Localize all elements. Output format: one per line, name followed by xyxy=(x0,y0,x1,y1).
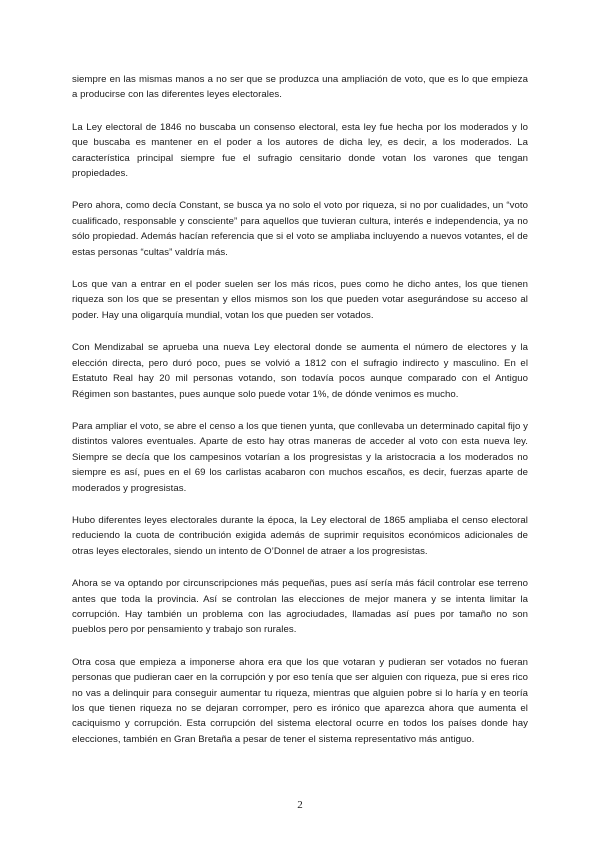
paragraph-6: Para ampliar el voto, se abre el censo a los que tienen yunta, que conllevaba un determinado capital fijo y distintos valores eventuales. Aparte de esto hay otras maneras de acceder al voto con esta nueva ley. Siempre se decía que los campesinos votarían a los progresistas y la aristocracia a los moderados no siempre es así, pues en el 69 los carlistas acabaron con muchos escaños, es decir, fuerzas aparte de moderados y progresistas. xyxy=(72,420,528,494)
paragraph-1: siempre en las mismas manos a no ser que se produzca una ampliación de voto, que es lo que empieza a producirse con las diferentes leyes electorales. xyxy=(72,74,528,101)
document-page xyxy=(72,72,528,764)
paragraph-8: Ahora se va optando por circunscripciones más pequeñas, pues así sería más fácil controlar ese terreno antes que toda la provincia. Así se controlan las elecciones de mejor manera y se intenta limitar la corrupción. Hay también un problema con las agrociudades, llamadas así pues por tamaño no son pueblos pero por pensamiento y trabajo son rurales. xyxy=(72,578,528,636)
paragraph-9: Otra cosa que empieza a imponerse ahora era que los que votaran y pudieran ser votados no fueran personas que pudieran caer en la corrupción y por eso tenía que ser alguien con riqueza, pue si eres rico no vas a delinquir para conseguir aumentar tu riqueza, mientras que alguien pobre si lo haría y en teoría los que tienen riqueza no se dejaran corromper, pero es irónico que aparezca ahora que aumenta el caciquismo y corrupción. Esta corrupción del sistema electoral ocurre en todos los países donde hay elecciones, también en Gran Bretaña a pesar de tener el sistema representativo más antiguo. xyxy=(72,656,528,745)
paragraph-7: Hubo diferentes leyes electorales durante la época, la Ley electoral de 1865 ampliaba el censo electoral reduciendo la cuota de contribución exigida además de suprimir requisitos económicos adicionales de otras leyes electorales, siendo un intento de O’Donnel de atraer a los progresistas. xyxy=(72,514,528,557)
paragraph-3: Pero ahora, como decía Constant, se busca ya no solo el voto por riqueza, si no por cualidades, un “voto cualificado, responsable y consciente” para aquellos que tuvieran cultura, interés e independencia, ya no sólo propiedad. Además hacían referencia que si el voto se ampliaba incluyendo a nuevos votantes, el de estas personas “cultas” valdría más. xyxy=(72,200,528,258)
page-number: 2 xyxy=(297,799,303,811)
paragraph-2: La Ley electoral de 1846 no buscaba un consenso electoral, esta ley fue hecha por los moderados y lo que buscaba es mantener en el poder a los autores de dicha ley, es decir, a los moderados. La característica principal siempre fue el sufragio censitario donde votan los varones que tengan propiedades. xyxy=(72,121,528,180)
paragraph-4: Los que van a entrar en el poder suelen ser los más ricos, pues como he dicho antes, los que tienen riqueza son los que se presentan y ellos mismos son los que pueden votar asegurándose su acceso al poder. Hay una oligarquía mundial, votan los que pueden ser votados. xyxy=(72,279,528,321)
paragraph-5: Con Mendizabal se aprueba una nueva Ley electoral donde se aumenta el número de electores y la elección directa, pero duró poco, pues se volvió a 1812 con el sufragio indirecto y masculino. En el Estatuto Real hay 20 mil personas votando, son todavía pocos aunque comparado con el Antiguo Régimen son bastantes, pues aunque solo puede votar 1%, de dónde venimos es mucho. xyxy=(72,342,528,400)
